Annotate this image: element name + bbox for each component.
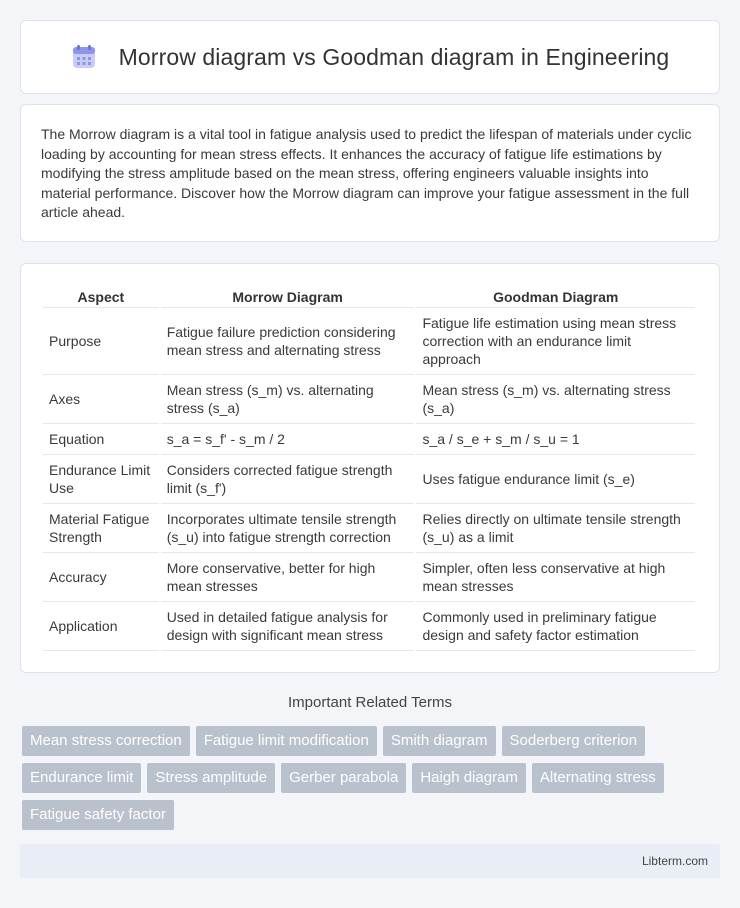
header-morrow: Morrow Diagram: [161, 284, 415, 308]
related-term-tag[interactable]: Mean stress correction: [22, 726, 190, 756]
table-row: [43, 424, 695, 455]
cell-aspect: Endurance Limit Use: [43, 455, 159, 504]
table-row: [43, 375, 695, 424]
table-icon: [71, 44, 97, 70]
footer-site-link[interactable]: Libterm.com: [641, 854, 708, 868]
cell-morrow: Fatigue failure prediction considering mean stress and alternating stress: [161, 308, 415, 375]
cell-goodman: Mean stress (s_m) vs. alternating stress (s_a): [416, 375, 695, 424]
cell-goodman: Commonly used in preliminary fatigue design and safety factor estimation: [416, 602, 695, 651]
cell-goodman: Uses fatigue endurance limit (s_e): [416, 455, 695, 504]
comparison-card: [20, 263, 720, 673]
table-row: [43, 504, 695, 553]
cell-aspect: Material Fatigue Strength: [43, 504, 159, 553]
cell-goodman: Relies directly on ultimate tensile strength (s_u) as a limit: [416, 504, 695, 553]
intro-paragraph: The Morrow diagram is a vital tool in fatigue analysis used to predict the lifespan of materials under cyclic loading by accounting for mean stress effects. It enhances the accuracy of fatigue life estimations by modifying the stress amplitude based on the mean stress, offering engineers valuable insights into material performance. Discover how the Morrow diagram can improve your fatigue assessment in the full article ahead.: [41, 126, 692, 221]
cell-aspect: Equation: [43, 424, 159, 455]
header-aspect: Aspect: [43, 284, 159, 308]
header-card: [20, 20, 720, 94]
cell-goodman: Simpler, often less conservative at high mean stresses: [416, 553, 695, 602]
table-row: [43, 308, 695, 375]
cell-aspect: Accuracy: [43, 553, 159, 602]
header-goodman: Goodman Diagram: [416, 284, 695, 308]
table-row: [43, 553, 695, 602]
related-term-tag[interactable]: Gerber parabola: [281, 763, 406, 793]
intro-card: [20, 104, 720, 242]
related-term-tag[interactable]: Alternating stress: [532, 763, 664, 793]
footer: [20, 844, 720, 878]
related-term-tag[interactable]: Soderberg criterion: [502, 726, 646, 756]
related-term-tag[interactable]: Fatigue safety factor: [22, 800, 174, 830]
related-terms-list: [22, 726, 722, 830]
cell-morrow: Used in detailed fatigue analysis for design with significant mean stress: [161, 602, 415, 651]
cell-aspect: Axes: [43, 375, 159, 424]
comparison-table: [41, 284, 697, 651]
page-title: Morrow diagram vs Goodman diagram in Engineering: [118, 43, 670, 70]
table-header-row: [43, 284, 695, 308]
table-row: [43, 455, 695, 504]
cell-morrow: s_a = s_f' - s_m / 2: [161, 424, 415, 455]
table-row: [43, 602, 695, 651]
cell-morrow: More conservative, better for high mean stresses: [161, 553, 415, 602]
cell-morrow: Mean stress (s_m) vs. alternating stress (s_a): [161, 375, 415, 424]
cell-morrow: Incorporates ultimate tensile strength (s_u) into fatigue strength correction: [161, 504, 415, 553]
related-term-tag[interactable]: Endurance limit: [22, 763, 141, 793]
cell-aspect: Purpose: [43, 308, 159, 375]
related-term-tag[interactable]: Smith diagram: [383, 726, 496, 756]
cell-aspect: Application: [43, 602, 159, 651]
related-term-tag[interactable]: Haigh diagram: [412, 763, 526, 793]
related-terms-title: Important Related Terms: [288, 694, 452, 711]
cell-goodman: Fatigue life estimation using mean stress correction with an endurance limit approach: [416, 308, 695, 375]
related-term-tag[interactable]: Stress amplitude: [147, 763, 275, 793]
cell-goodman: s_a / s_e + s_m / s_u = 1: [416, 424, 695, 455]
related-term-tag[interactable]: Fatigue limit modification: [196, 726, 377, 756]
cell-morrow: Considers corrected fatigue strength limit (s_f'): [161, 455, 415, 504]
